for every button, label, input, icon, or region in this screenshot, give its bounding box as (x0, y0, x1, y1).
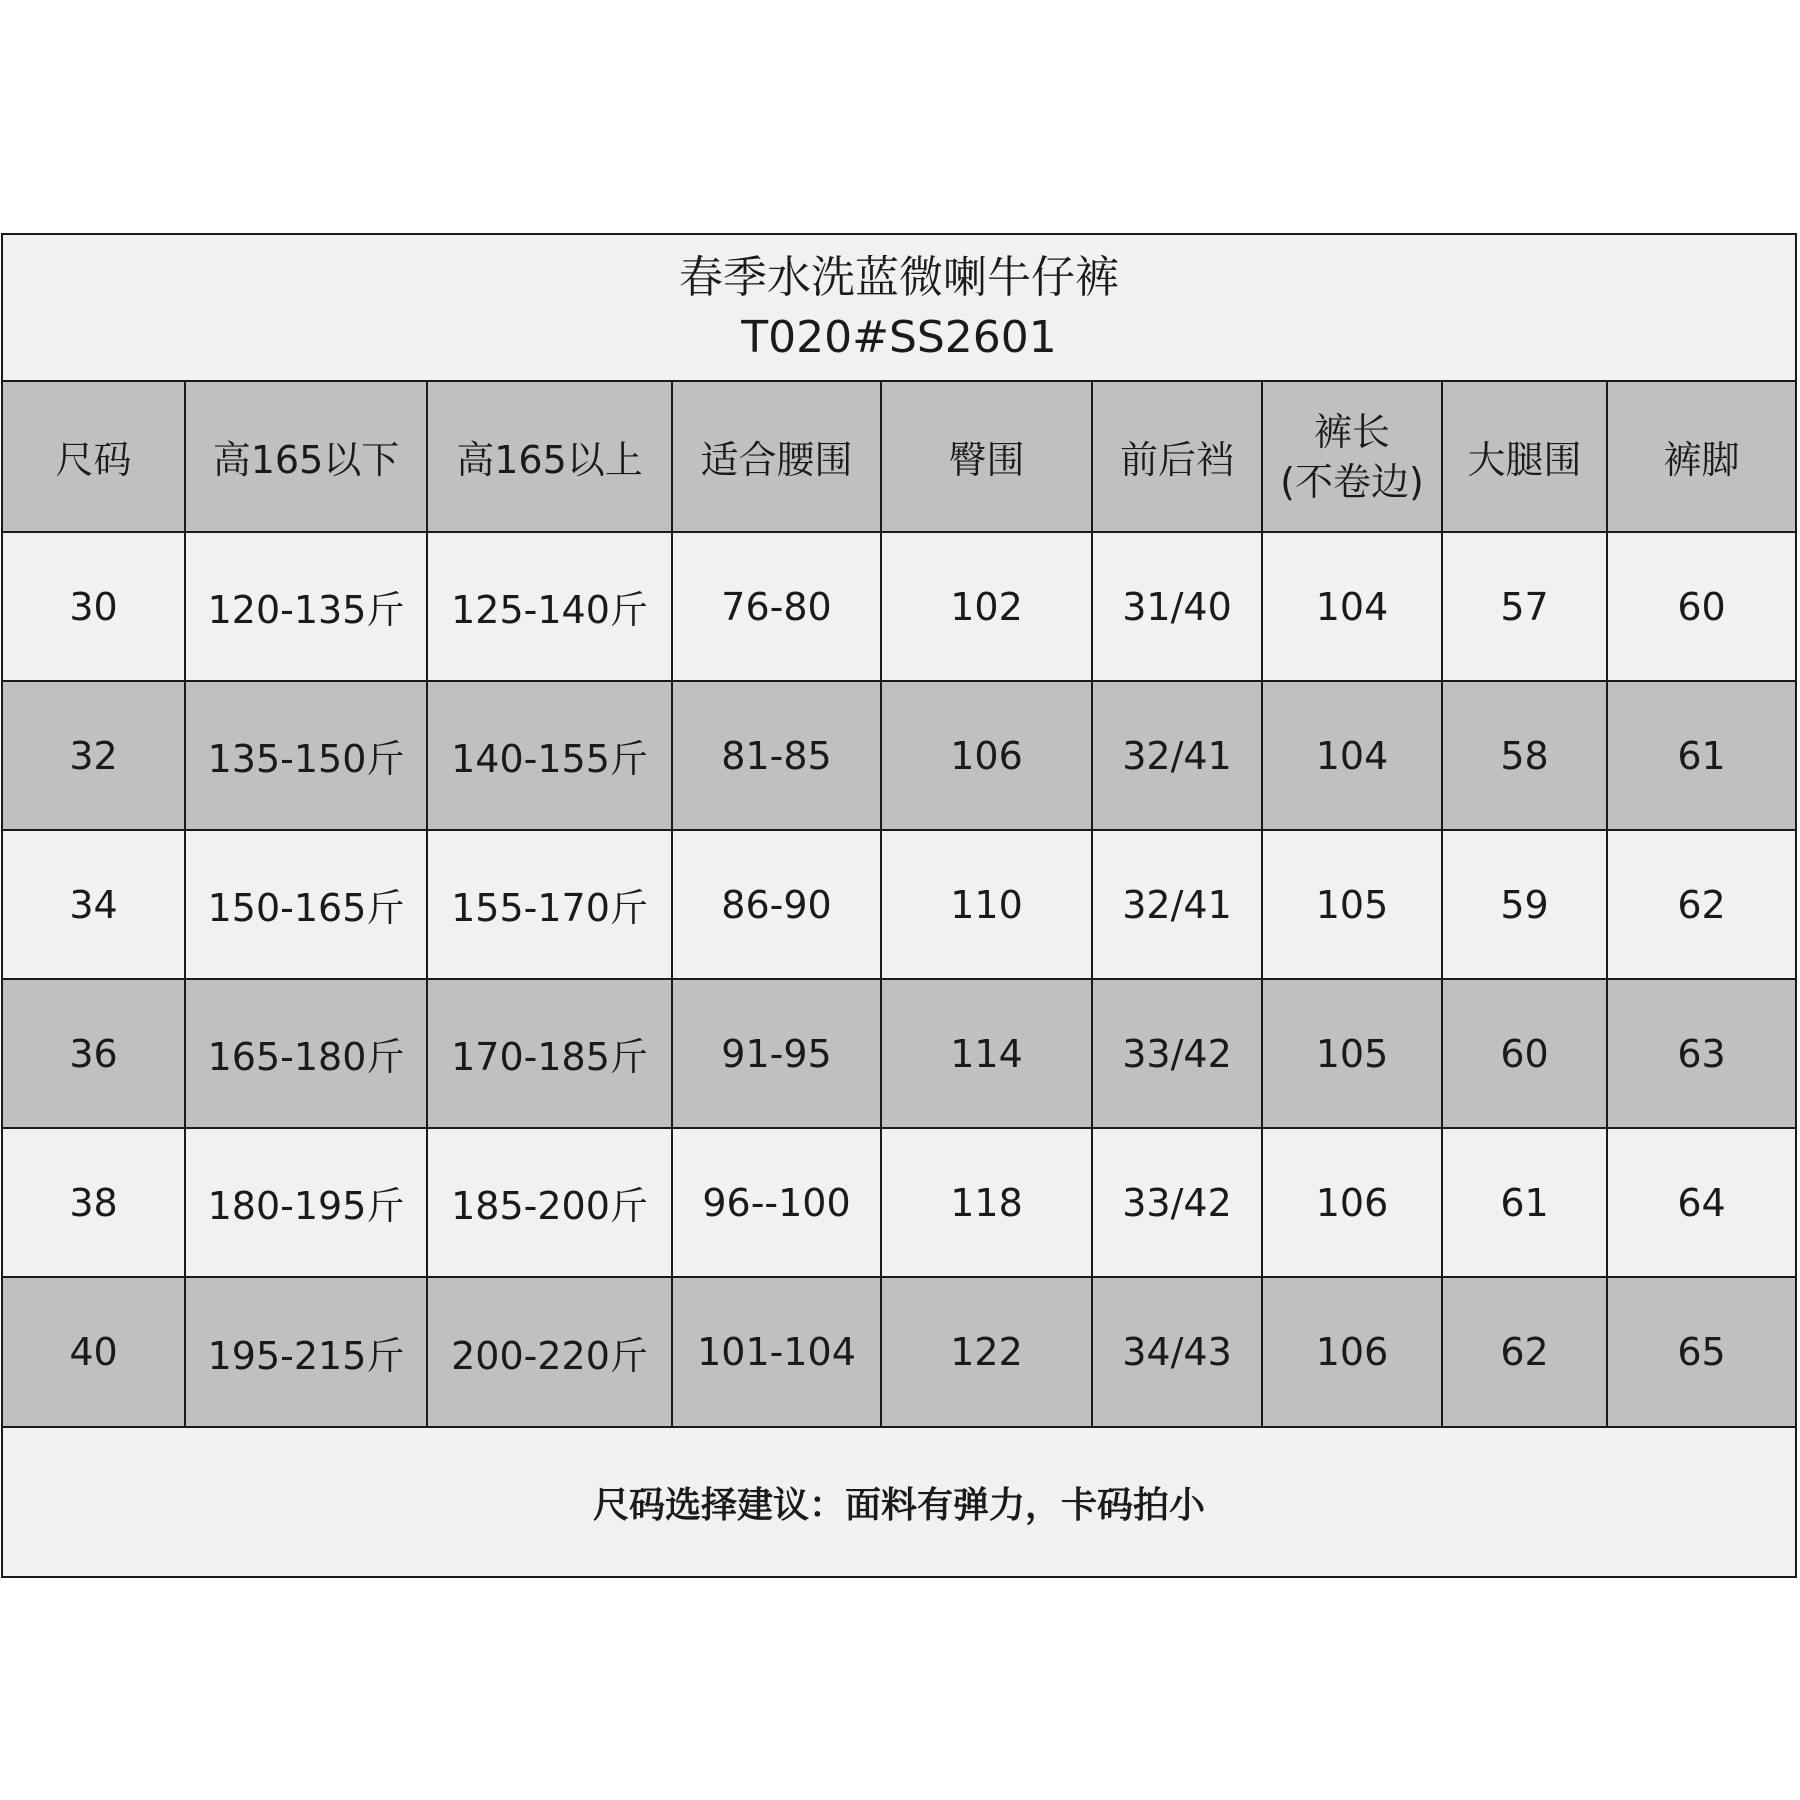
table-cell: 33/42 (1092, 979, 1262, 1128)
table-cell: 180-195斤 (185, 1128, 427, 1277)
table-cell: 106 (1262, 1128, 1442, 1277)
table-cell: 104 (1262, 532, 1442, 681)
table-cell: 32/41 (1092, 681, 1262, 830)
table-cell: 63 (1607, 979, 1795, 1128)
header-hip: 臀围 (881, 382, 1092, 532)
table-cell: 61 (1607, 681, 1795, 830)
table-cell: 195-215斤 (185, 1277, 427, 1426)
size-table (3, 382, 1795, 1426)
table-row (3, 532, 1795, 681)
table-cell: 86-90 (672, 830, 881, 979)
table-cell: 81-85 (672, 681, 881, 830)
table-cell: 165-180斤 (185, 979, 427, 1128)
product-name: 春季水洗蓝微喇牛仔裤 (679, 251, 1119, 303)
table-cell: 135-150斤 (185, 681, 427, 830)
table-cell: 30 (3, 532, 185, 681)
table-cell: 60 (1607, 532, 1795, 681)
table-cell: 96--100 (672, 1128, 881, 1277)
table-cell: 120-135斤 (185, 532, 427, 681)
table-cell: 114 (881, 979, 1092, 1128)
table-cell: 118 (881, 1128, 1092, 1277)
table-cell: 62 (1442, 1277, 1607, 1426)
table-cell: 62 (1607, 830, 1795, 979)
table-cell: 65 (1607, 1277, 1795, 1426)
table-cell: 33/42 (1092, 1128, 1262, 1277)
header-length: 裤长 (不卷边) (1262, 382, 1442, 532)
chart-title (3, 235, 1795, 382)
table-cell: 106 (881, 681, 1092, 830)
table-row (3, 681, 1795, 830)
table-cell: 76-80 (672, 532, 881, 681)
header-rise: 前后裆 (1092, 382, 1262, 532)
table-cell: 64 (1607, 1128, 1795, 1277)
table-cell: 31/40 (1092, 532, 1262, 681)
table-cell: 104 (1262, 681, 1442, 830)
table-row (3, 830, 1795, 979)
table-cell: 110 (881, 830, 1092, 979)
table-row (3, 979, 1795, 1128)
table-cell: 60 (1442, 979, 1607, 1128)
table-cell: 125-140斤 (427, 532, 672, 681)
header-size: 尺码 (3, 382, 185, 532)
table-cell: 91-95 (672, 979, 881, 1128)
table-cell: 105 (1262, 979, 1442, 1128)
header-leg-opening: 裤脚 (1607, 382, 1795, 532)
header-thigh: 大腿围 (1442, 382, 1607, 532)
table-cell: 185-200斤 (427, 1128, 672, 1277)
table-cell: 34/43 (1092, 1277, 1262, 1426)
table-cell: 122 (881, 1277, 1092, 1426)
table-cell: 36 (3, 979, 185, 1128)
table-cell: 105 (1262, 830, 1442, 979)
header-weight-above-165: 高165以上 (427, 382, 672, 532)
table-cell: 200-220斤 (427, 1277, 672, 1426)
table-cell: 58 (1442, 681, 1607, 830)
table-cell: 155-170斤 (427, 830, 672, 979)
table-cell: 57 (1442, 532, 1607, 681)
table-cell: 102 (881, 532, 1092, 681)
table-row (3, 1128, 1795, 1277)
table-cell: 170-185斤 (427, 979, 672, 1128)
table-cell: 150-165斤 (185, 830, 427, 979)
table-cell: 40 (3, 1277, 185, 1426)
size-chart (1, 233, 1797, 1578)
table-cell: 61 (1442, 1128, 1607, 1277)
header-waist: 适合腰围 (672, 382, 881, 532)
table-row (3, 1277, 1795, 1426)
table-cell: 106 (1262, 1277, 1442, 1426)
table-cell: 140-155斤 (427, 681, 672, 830)
table-cell: 59 (1442, 830, 1607, 979)
table-header-row (3, 382, 1795, 532)
header-weight-below-165: 高165以下 (185, 382, 427, 532)
table-cell: 32/41 (1092, 830, 1262, 979)
size-advice-note: 尺码选择建议：面料有弹力，卡码拍小 (3, 1426, 1795, 1576)
table-cell: 32 (3, 681, 185, 830)
product-code: T020#SS2601 (741, 311, 1057, 363)
table-cell: 38 (3, 1128, 185, 1277)
table-cell: 34 (3, 830, 185, 979)
table-cell: 101-104 (672, 1277, 881, 1426)
